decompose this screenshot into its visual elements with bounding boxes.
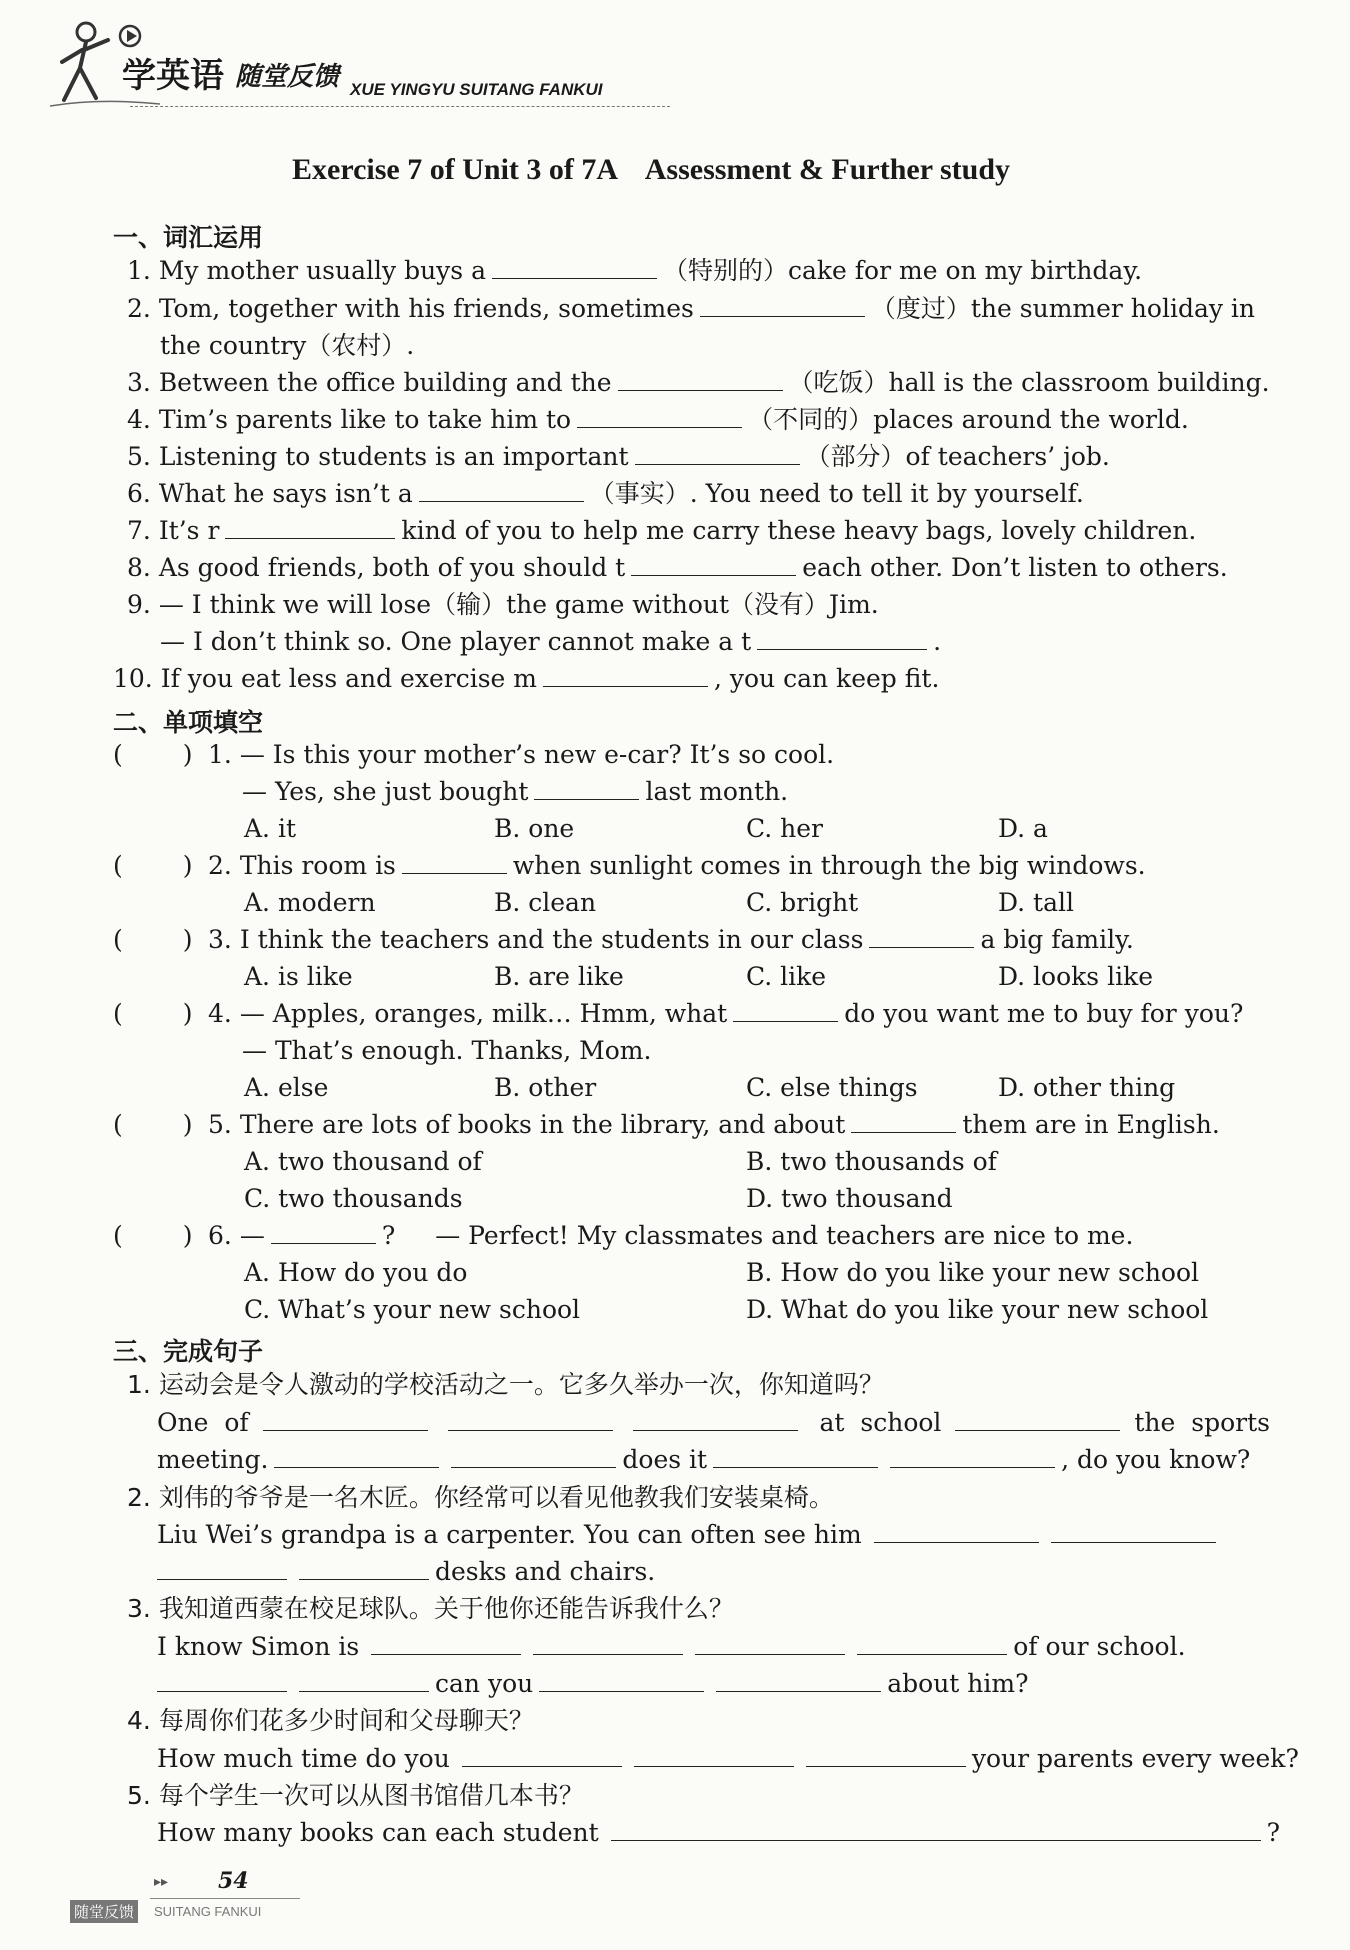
mc-option[interactable]: B. two thousands of [746, 1147, 997, 1176]
header-logo-text-b: 随堂反馈 [235, 62, 340, 92]
complete-prompt: 3. 我知道西蒙在校足球队。关于他你还能告诉我什么？ [127, 1594, 734, 1623]
vocab-item: 3. Between the office building and the （吃饭）hall is the classroom building. [127, 368, 1270, 397]
mc-option[interactable]: B. other [494, 1073, 597, 1102]
vocab-item-continued: — I don’t think so. One player cannot make a t . [160, 627, 942, 656]
mc-question: 2. This room is when sunlight comes in through the big windows. [208, 851, 1146, 880]
mc-option[interactable]: D. looks like [998, 962, 1154, 991]
header-logo [50, 18, 670, 118]
answer-blank[interactable] [635, 440, 800, 465]
vocab-item: 9. — I think we will lose（输）the game without（没有）Jim. [127, 590, 879, 619]
answer-blank[interactable] [533, 1630, 683, 1655]
footer-badge: 随堂反馈 [70, 1900, 138, 1923]
answer-blank[interactable] [534, 775, 639, 800]
vocab-item: 6. What he says isn’t a （事实）. You need to tell it by yourself. [127, 479, 1084, 508]
header-underline [130, 106, 670, 107]
mc-option[interactable]: A. else [244, 1073, 329, 1102]
answer-blank[interactable] [633, 1406, 798, 1431]
mc-question: 1. — Is this your mother’s new e-car? It’s so cool. [208, 740, 835, 769]
answer-paren[interactable]: ( ) [113, 1221, 193, 1250]
answer-blank[interactable] [451, 1443, 616, 1468]
mc-question-line: — That’s enough. Thanks, Mom. [242, 1036, 652, 1065]
mc-option[interactable]: B. one [494, 814, 575, 843]
mc-option[interactable]: C. two thousands [244, 1184, 463, 1213]
complete-line: One of at school the sports [157, 1408, 1270, 1437]
answer-blank[interactable] [462, 1742, 622, 1767]
footer [70, 1868, 300, 1928]
answer-paren[interactable]: ( ) [113, 1110, 193, 1139]
answer-blank[interactable] [225, 514, 395, 539]
mc-option[interactable]: C. What’s your new school [244, 1295, 581, 1324]
mc-option[interactable]: D. What do you like your new school [746, 1295, 1209, 1324]
mc-option[interactable]: D. a [998, 814, 1048, 843]
answer-blank[interactable] [869, 923, 974, 948]
vocab-item-continued: the country（农村）. [160, 331, 415, 360]
mc-option[interactable]: C. bright [746, 888, 859, 917]
answer-blank[interactable] [713, 1443, 878, 1468]
vocab-item: 4. Tim’s parents like to take him to （不同的）places around the world. [127, 405, 1189, 434]
section-title-vocab: 一、词汇运用 [113, 223, 264, 252]
complete-line: can you about him? [157, 1667, 1029, 1701]
vocab-item: 8. As good friends, both of you should t each other. Don’t listen to others. [127, 553, 1228, 582]
header-logo-text-a: 学英语 [122, 56, 224, 96]
answer-blank[interactable] [448, 1406, 613, 1431]
answer-blank[interactable] [1051, 1518, 1216, 1543]
answer-blank[interactable] [274, 1443, 439, 1468]
complete-line: desks and chairs. [157, 1555, 655, 1589]
mc-option[interactable]: D. tall [998, 888, 1074, 917]
mc-option[interactable]: C. like [746, 962, 827, 991]
header-pinyin: XUE YINGYU SUITANG FANKUI [350, 80, 603, 99]
complete-prompt: 5. 每个学生一次可以从图书馆借几本书？ [127, 1781, 584, 1810]
answer-blank[interactable] [157, 1555, 287, 1580]
answer-blank[interactable] [634, 1742, 794, 1767]
mc-option[interactable]: A. modern [244, 888, 376, 917]
answer-blank[interactable] [299, 1667, 429, 1692]
answer-blank[interactable] [955, 1406, 1120, 1431]
mc-question: 3. I think the teachers and the students in our class a big family. [208, 925, 1134, 954]
vocab-item: 1. My mother usually buys a （特别的）cake for me on my birthday. [127, 256, 1143, 285]
mc-option[interactable]: B. clean [494, 888, 597, 917]
answer-paren[interactable]: ( ) [113, 925, 193, 954]
complete-prompt: 4. 每周你们花多少时间和父母聊天？ [127, 1706, 534, 1735]
mc-option[interactable]: A. two thousand of [244, 1147, 482, 1176]
answer-blank[interactable] [733, 997, 838, 1022]
answer-blank[interactable] [157, 1667, 287, 1692]
vocab-item: 10. If you eat less and exercise m , you can keep fit. [113, 664, 940, 693]
complete-line: Liu Wei’s grandpa is a carpenter. You can often see him [157, 1518, 1222, 1552]
mc-question: 4. — Apples, oranges, milk… Hmm, what do you want me to buy for you? [208, 999, 1244, 1028]
mc-option[interactable]: B. are like [494, 962, 624, 991]
footer-rule [150, 1898, 300, 1899]
section-title-mc: 二、单项填空 [113, 708, 264, 737]
answer-blank[interactable] [716, 1667, 881, 1692]
complete-prompt: 2. 刘伟的爷爷是一名木匠。你经常可以看见他教我们安装桌椅。 [127, 1483, 834, 1512]
vocab-item: 7. It’s r kind of you to help me carry these heavy bags, lovely children. [127, 516, 1197, 545]
answer-blank[interactable] [757, 625, 927, 650]
section-title-complete: 三、完成句子 [113, 1337, 264, 1366]
mc-question: 5. There are lots of books in the library, and about them are in English. [208, 1110, 1220, 1139]
page-title: Exercise 7 of Unit 3 of 7A Assessment & Further study [292, 153, 1011, 186]
answer-blank[interactable] [371, 1630, 521, 1655]
mc-question: 6. — ? — Perfect! My classmates and teachers are nice to me. [208, 1221, 1134, 1250]
answer-paren[interactable]: ( ) [113, 999, 193, 1028]
answer-blank[interactable] [492, 254, 657, 279]
page-number: 54 [218, 1868, 249, 1894]
footer-arrows: ▸▸ [154, 1874, 169, 1890]
answer-blank[interactable] [631, 551, 796, 576]
vocab-item: 2. Tom, together with his friends, sometimes （度过）the summer holiday in [127, 294, 1256, 323]
answer-blank[interactable] [851, 1108, 956, 1133]
answer-paren[interactable]: ( ) [113, 740, 193, 769]
mc-option[interactable]: D. two thousand [746, 1184, 953, 1213]
answer-blank[interactable] [402, 849, 507, 874]
mc-option[interactable]: C. else things [746, 1073, 918, 1102]
mc-option[interactable]: A. How do you do [244, 1258, 468, 1287]
answer-blank[interactable] [874, 1518, 1039, 1543]
complete-prompt: 1. 运动会是令人激动的学校活动之一。它多久举办一次，你知道吗？ [127, 1370, 884, 1399]
complete-line: How much time do you your parents every week? [157, 1744, 1299, 1773]
answer-blank[interactable] [299, 1555, 429, 1580]
answer-blank[interactable] [857, 1630, 1007, 1655]
answer-blank[interactable] [890, 1443, 1055, 1468]
vocab-item: 5. Listening to students is an important （部分）of teachers’ job. [127, 442, 1110, 471]
mc-option[interactable]: C. her [746, 814, 823, 843]
answer-blank[interactable] [695, 1630, 845, 1655]
answer-blank[interactable] [700, 292, 865, 317]
answer-blank[interactable] [539, 1667, 704, 1692]
answer-blank[interactable] [806, 1742, 966, 1767]
complete-line: How many books can each student ? [157, 1818, 1281, 1847]
mc-option[interactable]: A. it [244, 814, 296, 843]
answer-paren[interactable]: ( ) [113, 851, 193, 880]
mc-option[interactable]: D. other thing [998, 1073, 1176, 1102]
mc-question-line: — Yes, she just bought last month. [242, 777, 789, 806]
complete-line: meeting. does it , do you know? [157, 1445, 1251, 1474]
answer-blank[interactable] [611, 1816, 1261, 1841]
answer-blank[interactable] [618, 366, 783, 391]
answer-blank[interactable] [263, 1406, 428, 1431]
complete-line: I know Simon is of our school. [157, 1632, 1186, 1661]
footer-badge-pinyin: SUITANG FANKUI [154, 1904, 262, 1919]
answer-blank[interactable] [577, 403, 742, 428]
answer-blank[interactable] [271, 1219, 376, 1244]
mc-option[interactable]: B. How do you like your new school [746, 1258, 1200, 1287]
mc-option[interactable]: A. is like [244, 962, 353, 991]
answer-blank[interactable] [543, 662, 708, 687]
answer-blank[interactable] [419, 477, 584, 502]
